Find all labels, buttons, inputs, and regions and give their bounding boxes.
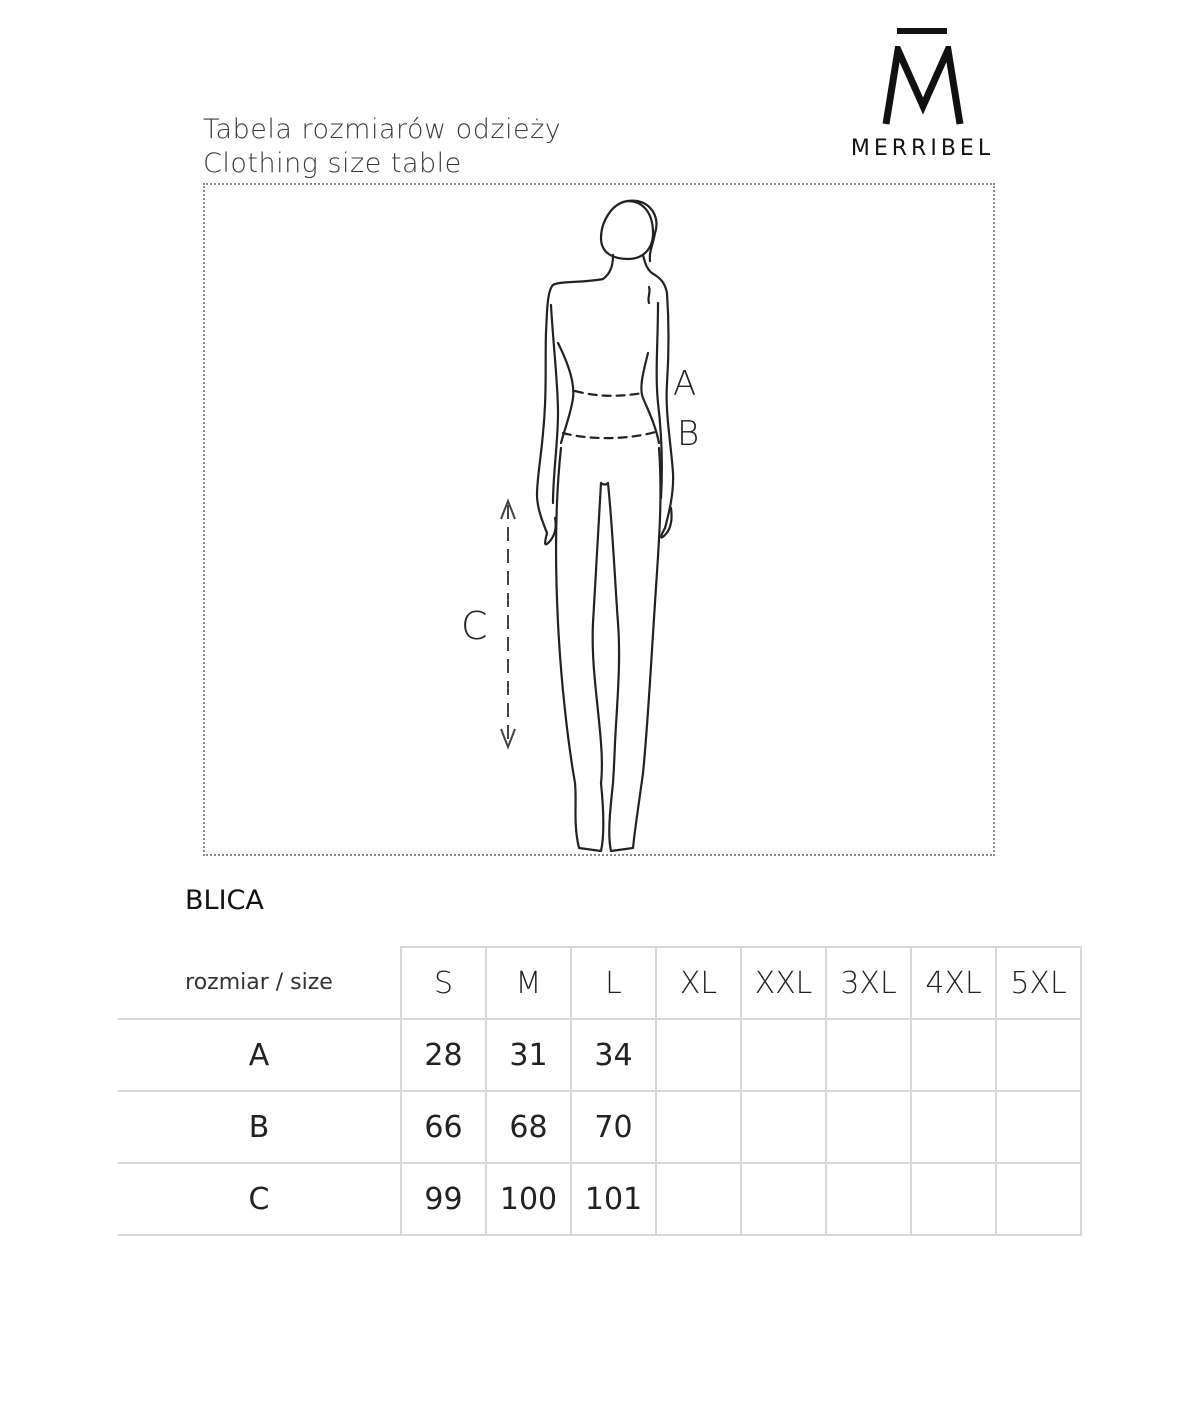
cell-b-xl	[656, 1091, 741, 1163]
cell-b-5xl	[996, 1091, 1081, 1163]
size-col-xl: XL	[656, 947, 741, 1019]
cell-a-m: 31	[486, 1019, 571, 1091]
cell-c-m: 100	[486, 1163, 571, 1235]
cell-b-xxl	[741, 1091, 826, 1163]
size-col-5xl: 5XL	[996, 947, 1081, 1019]
table-row	[118, 1163, 1081, 1235]
figure-hip-line-b	[563, 431, 659, 438]
brand-wordmark: MERRIBEL	[850, 136, 995, 161]
size-col-l: L	[571, 947, 656, 1019]
cell-c-5xl	[996, 1163, 1081, 1235]
figure-right-leg-outer	[609, 448, 660, 851]
size-col-m: M	[486, 947, 571, 1019]
label-b: B	[677, 414, 700, 454]
row-label-b: B	[118, 1091, 401, 1163]
heading-polish: Tabela rozmiarów odzieży	[203, 114, 562, 145]
cell-a-4xl	[911, 1019, 996, 1091]
size-col-3xl: 3XL	[826, 947, 911, 1019]
figure-right-leg-inner	[608, 483, 619, 783]
figure-left-leg-inner	[593, 483, 602, 783]
cell-a-l: 34	[571, 1019, 656, 1091]
size-table-header-row	[118, 947, 1081, 1019]
figure-waist-line-a	[575, 391, 643, 396]
table-row	[118, 1019, 1081, 1091]
page-heading	[203, 113, 561, 181]
cell-c-xl	[656, 1163, 741, 1235]
figure-torso-left	[558, 343, 573, 443]
label-a: A	[673, 364, 697, 404]
cell-b-4xl	[911, 1091, 996, 1163]
size-header-label: rozmiar / size	[118, 947, 401, 1019]
cell-c-l: 101	[571, 1163, 656, 1235]
brand-logo	[840, 28, 1010, 168]
size-col-4xl: 4XL	[911, 947, 996, 1019]
cell-b-m: 68	[486, 1091, 571, 1163]
cell-a-xl	[656, 1019, 741, 1091]
cell-a-s: 28	[401, 1019, 486, 1091]
cell-b-3xl	[826, 1091, 911, 1163]
heading-english: Clothing size table	[203, 148, 462, 179]
figure-shoulders	[546, 279, 603, 333]
cell-c-s: 99	[401, 1163, 486, 1235]
size-table	[118, 946, 1082, 1236]
figure-left-leg-outer	[556, 448, 603, 851]
logo-m-icon	[880, 46, 966, 126]
cell-c-3xl	[826, 1163, 911, 1235]
cell-b-s: 66	[401, 1091, 486, 1163]
cell-a-3xl	[826, 1019, 911, 1091]
label-c: C	[461, 604, 488, 648]
cell-b-l: 70	[571, 1091, 656, 1163]
cell-c-xxl	[741, 1163, 826, 1235]
figure-head	[601, 201, 653, 259]
logo-bar	[897, 28, 947, 34]
cell-a-5xl	[996, 1019, 1081, 1091]
table-row	[118, 1091, 1081, 1163]
model-name: BLICA	[185, 885, 264, 916]
cell-c-4xl	[911, 1163, 996, 1235]
figure-left-arm	[537, 333, 547, 533]
figure-right-arm	[665, 293, 673, 528]
size-col-s: S	[401, 947, 486, 1019]
body-figure-illustration	[203, 183, 995, 856]
row-label-a: A	[118, 1019, 401, 1091]
size-col-xxl: XXL	[741, 947, 826, 1019]
figure-neck-left	[603, 255, 613, 279]
row-label-c: C	[118, 1163, 401, 1235]
cell-a-xxl	[741, 1019, 826, 1091]
